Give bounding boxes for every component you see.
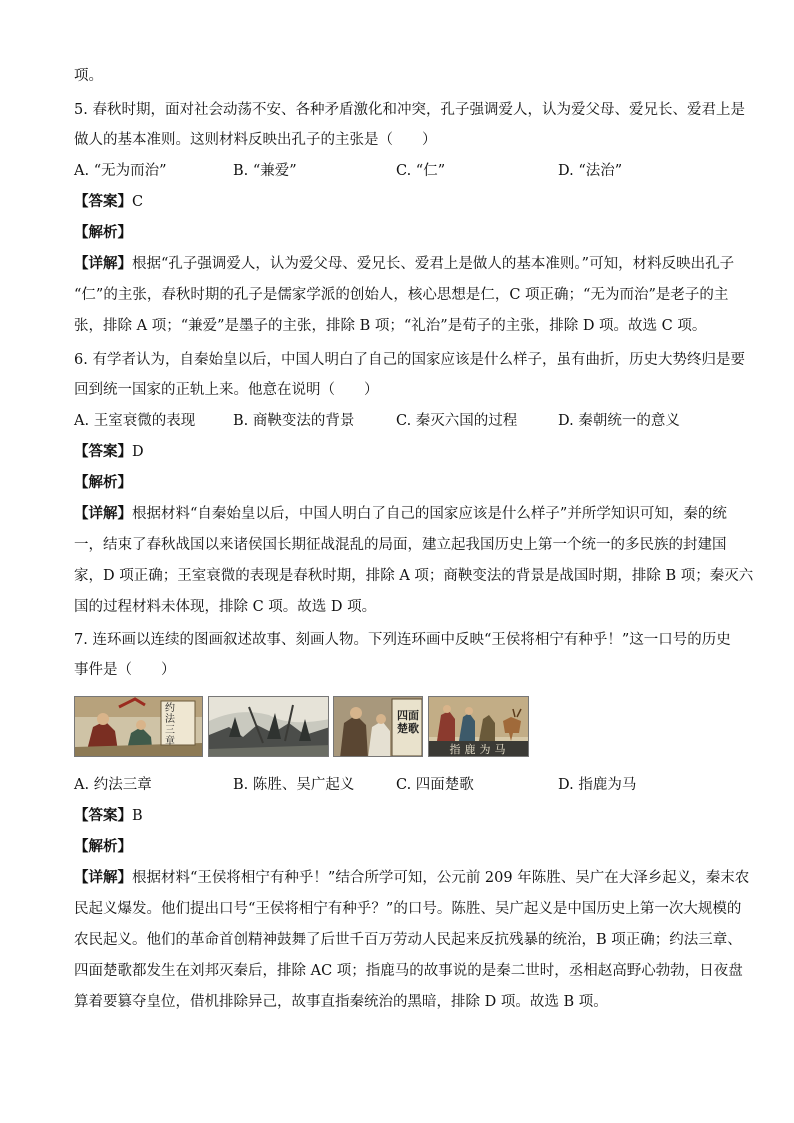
detail-label: 【详解】	[74, 869, 132, 886]
explanation-line: 张，排除 A 项；“兼爱”是墨子的主张，排除 B 项；“礼治”是荀子的主张，排除 D 项。故选 C 项。	[74, 318, 707, 334]
explanation-text: 根据材料“王侯将相宁有种乎！”结合所学可知，公元前 209 年陈胜、吴广在大泽乡起义，秦末农	[132, 870, 750, 886]
explanation-line: 算着要篡夺皇位，借机排除异己，故事直指秦统治的黑暗，排除 D 项。故选 B 项。	[74, 994, 608, 1010]
option-a: A. “无为而治”	[74, 163, 167, 179]
option-b: B. 陈胜、吴广起义	[233, 777, 355, 793]
option-b: B. “兼爱”	[233, 163, 297, 179]
explanation-line: 农民起义。他们的革命首创精神鼓舞了后世千百万劳动人民起来反抗残暴的统治，B 项正确；约法三章、	[74, 932, 742, 948]
comic-image-yuefasanzhang	[74, 696, 203, 757]
analysis-label: 【解析】	[74, 474, 132, 491]
answer-line	[74, 442, 724, 462]
explanation-line: 国的过程材料未体现，排除 C 项。故选 D 项。	[74, 599, 377, 615]
analysis-label: 【解析】	[74, 838, 132, 855]
image-title: 四面楚歌	[397, 709, 419, 735]
detail-label: 【详解】	[74, 505, 132, 522]
detail-label: 【详解】	[74, 255, 132, 272]
question-7-stem: 7. 连环画以连续的图画叙述故事、刻画人物。下列连环画中反映“王侯将相宁有种乎！”这一口号的历史	[74, 632, 731, 648]
option-c: C. “仁”	[396, 163, 446, 179]
image-title: 约法三章	[165, 703, 175, 747]
explanation-text: 根据“孔子强调爱人，认为爱父母、爱兄长、爱君上是做人的基本准则。”可知，材料反映出孔子	[132, 256, 735, 272]
comic-strip-images	[74, 696, 534, 757]
explanation-line: 家，D 项正确；王室衰微的表现是春秋时期，排除 A 项；商鞅变法的背景是战国时期，排除 B 项；秦灭六	[74, 568, 754, 584]
answer-label: 【答案】	[74, 193, 132, 210]
explanation-line	[74, 504, 727, 524]
option-b: B. 商鞅变法的背景	[233, 413, 355, 429]
option-d: D. 秦朝统一的意义	[558, 413, 680, 429]
option-c: C. 四面楚歌	[396, 777, 474, 793]
explanation-text: 根据材料“自秦始皇以后，中国人明白了自己的国家应该是什么样子”并所学知识可知，秦的统	[132, 506, 727, 522]
option-d: D. 指鹿为马	[558, 777, 637, 793]
explanation-line: 四面楚歌都发生在刘邦灭秦后，排除 AC 项；指鹿马的故事说的是秦二世时，丞相赵高野心勃勃，日夜盘	[74, 963, 743, 979]
question-5-stem: 5. 春秋时期，面对社会动荡不安、各种矛盾激化和冲突，孔子强调爱人，认为爱父母、爱兄长、爱君上是	[74, 102, 745, 118]
explanation-line: 民起义爆发。他们提出口号“王侯将相宁有种乎？”的口号。陈胜、吴广起义是中国历史上第一次大规模的	[74, 901, 742, 917]
option-a: A. 王室衰微的表现	[74, 413, 196, 429]
question-7-stem: 事件是（ ）	[74, 662, 176, 678]
answer-label: 【答案】	[74, 443, 132, 460]
explanation-line: “仁”的主张，春秋时期的孔子是儒家学派的创始人，核心思想是仁，C 项正确；“无为而治”是老子的主	[74, 287, 729, 303]
comic-image-zhiluweima	[428, 696, 529, 757]
text-line: 项。	[74, 68, 103, 84]
explanation-line: 一，结束了春秋战国以来诸侯国长期征战混乱的局面，建立起我国历史上第一个统一的多民族的封建国	[74, 537, 727, 553]
question-5-stem: 做人的基本准则。这则材料反映出孔子的主张是（ ）	[74, 132, 437, 148]
answer-line	[74, 192, 724, 212]
image-title: 指鹿为马	[449, 743, 510, 756]
option-c: C. 秦灭六国的过程	[396, 413, 518, 429]
option-a: A. 约法三章	[74, 777, 152, 793]
answer-value: B	[132, 808, 143, 824]
analysis-label: 【解析】	[74, 224, 132, 241]
question-6-stem: 6. 有学者认为，自秦始皇以后，中国人明白了自己的国家应该是什么样子，虽有曲折，历史大势终归是要	[74, 352, 745, 368]
comic-image-simianchuge	[333, 696, 423, 757]
option-d: D. “法治”	[558, 163, 623, 179]
answer-label: 【答案】	[74, 807, 132, 824]
answer-line	[74, 806, 724, 826]
answer-value: D	[132, 444, 144, 460]
question-6-stem: 回到统一国家的正轨上来。他意在说明（ ）	[74, 382, 379, 398]
explanation-line	[74, 868, 750, 888]
answer-value: C	[132, 194, 144, 210]
explanation-line	[74, 254, 735, 274]
comic-image-uprising	[208, 696, 329, 757]
